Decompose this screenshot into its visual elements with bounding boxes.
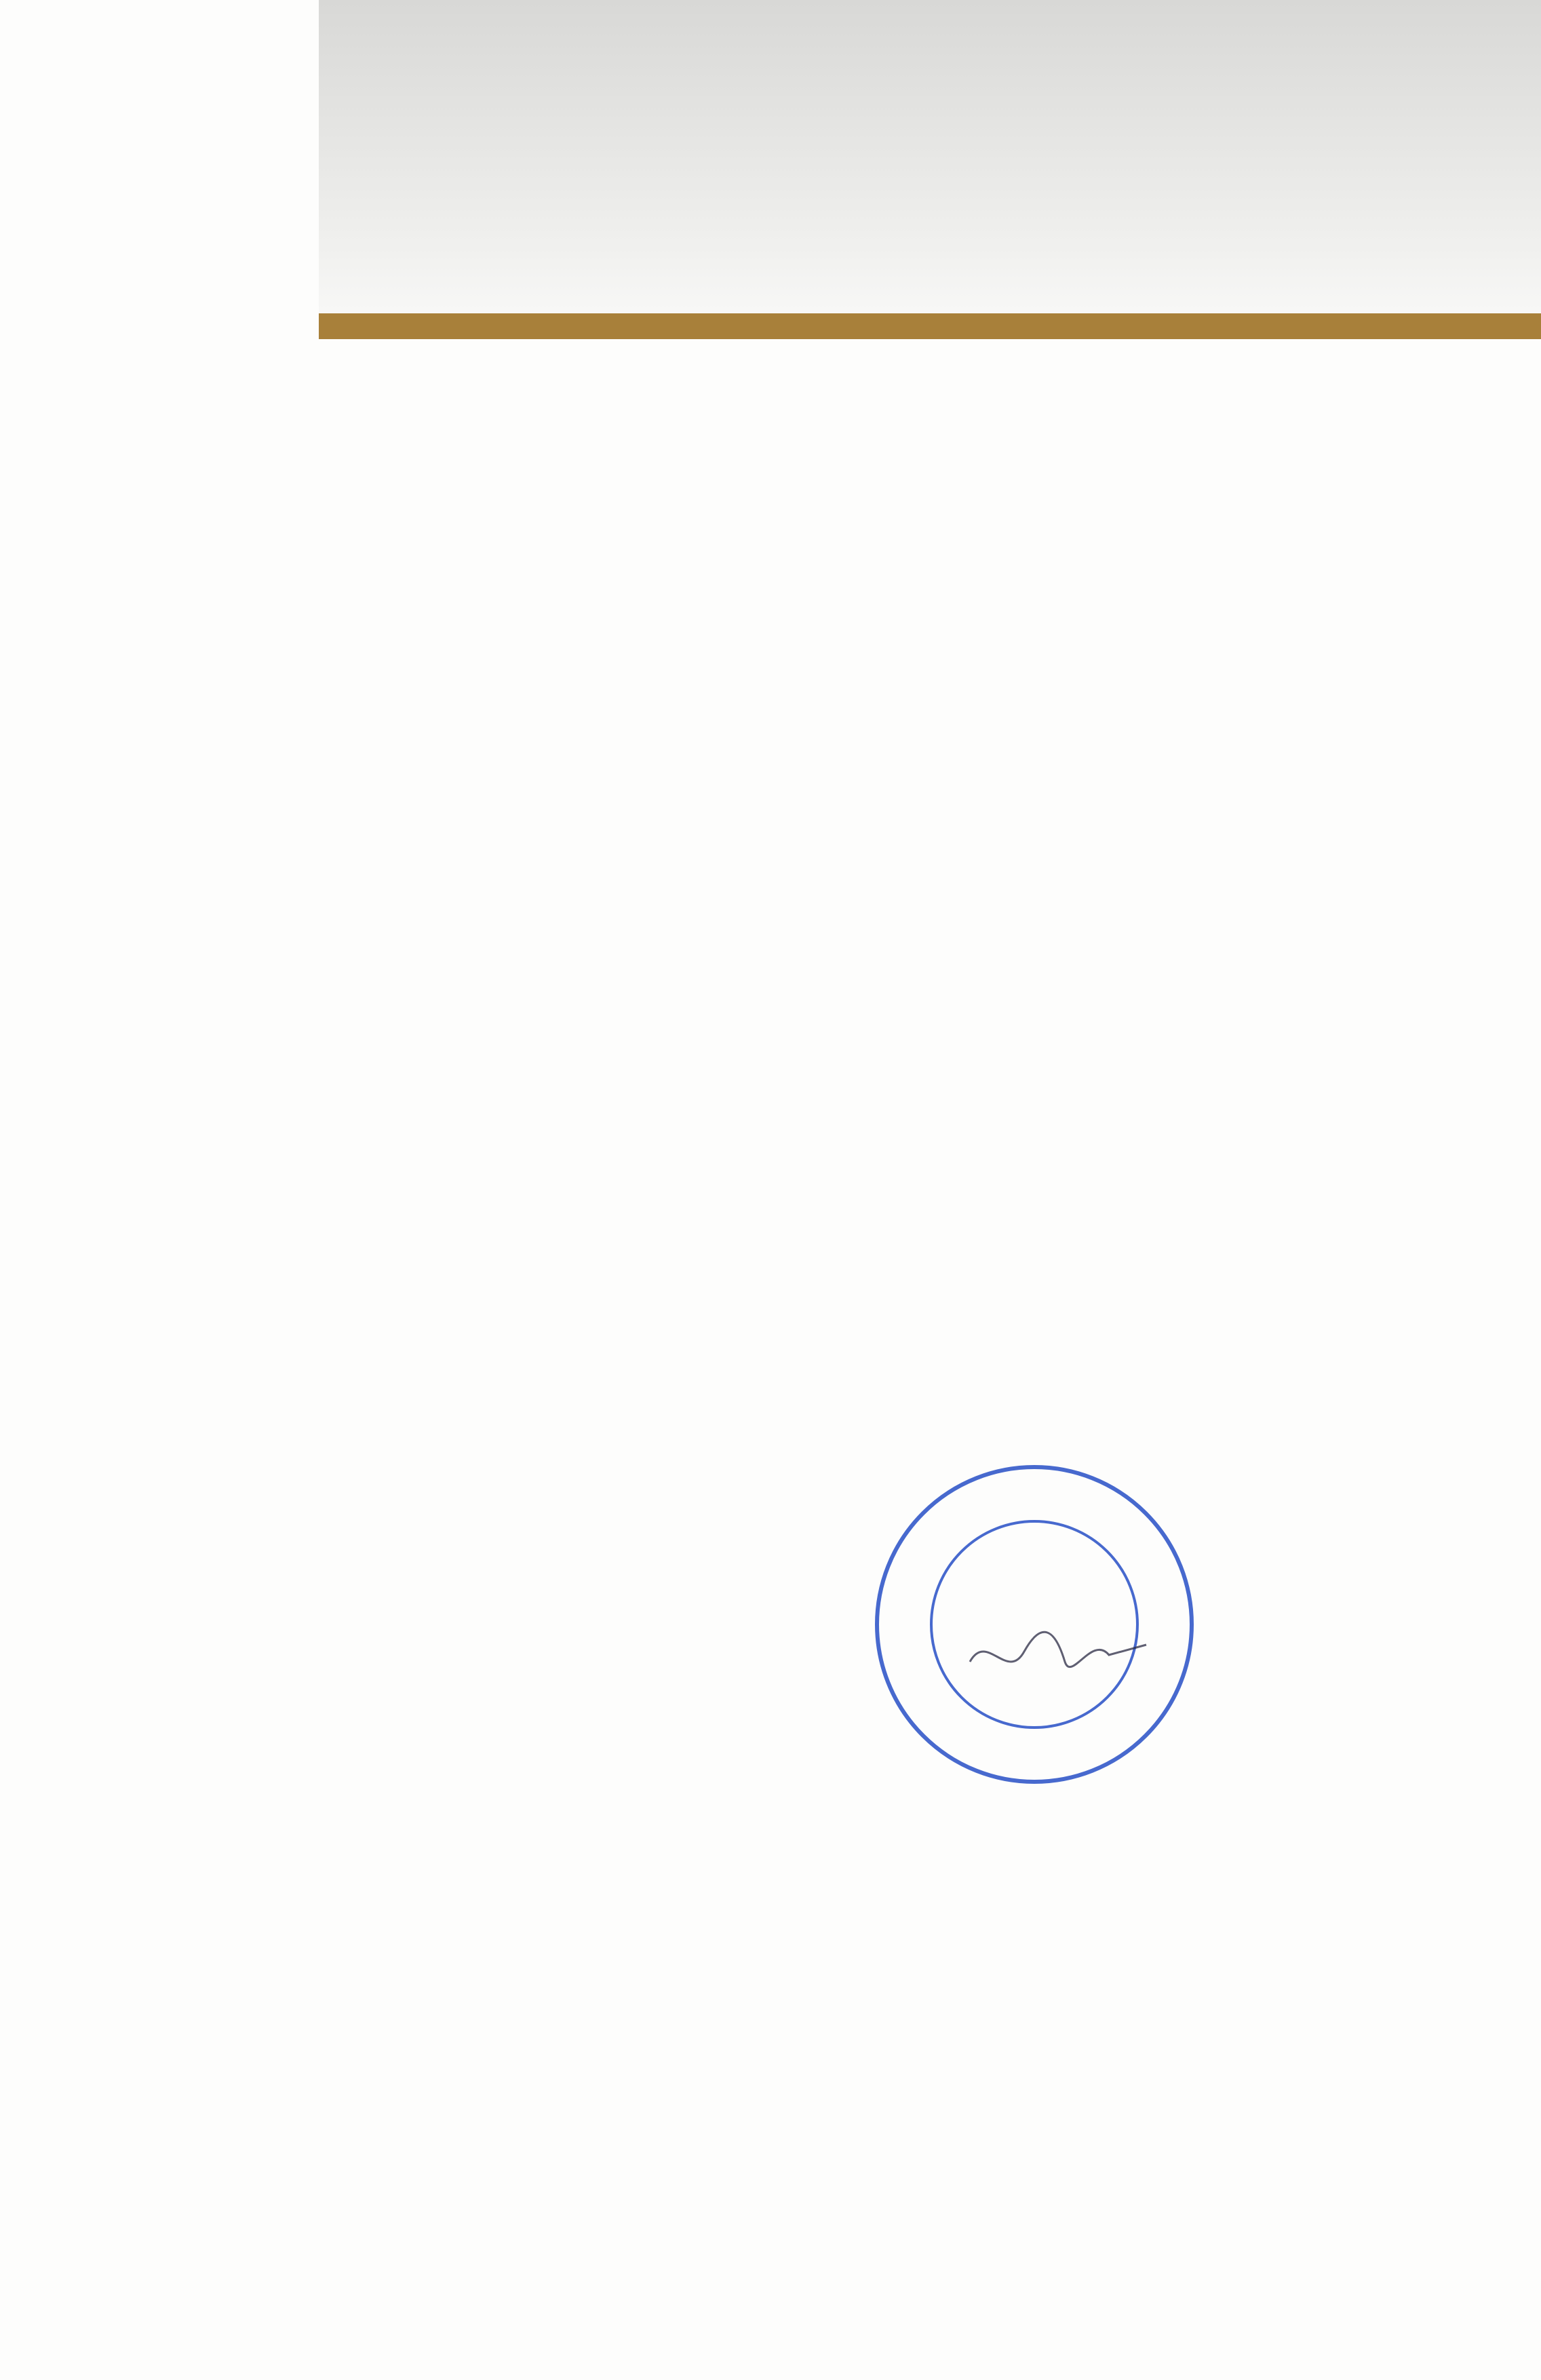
title-underline-bar [319,313,1541,339]
innoprom-emblem-icon [495,1825,699,2028]
handwritten-signature [970,1632,1146,1666]
decorative-dot-pattern-left [0,0,353,1153]
decorative-dot-pattern-top [319,0,1541,319]
company-stamp [868,1458,1201,1791]
